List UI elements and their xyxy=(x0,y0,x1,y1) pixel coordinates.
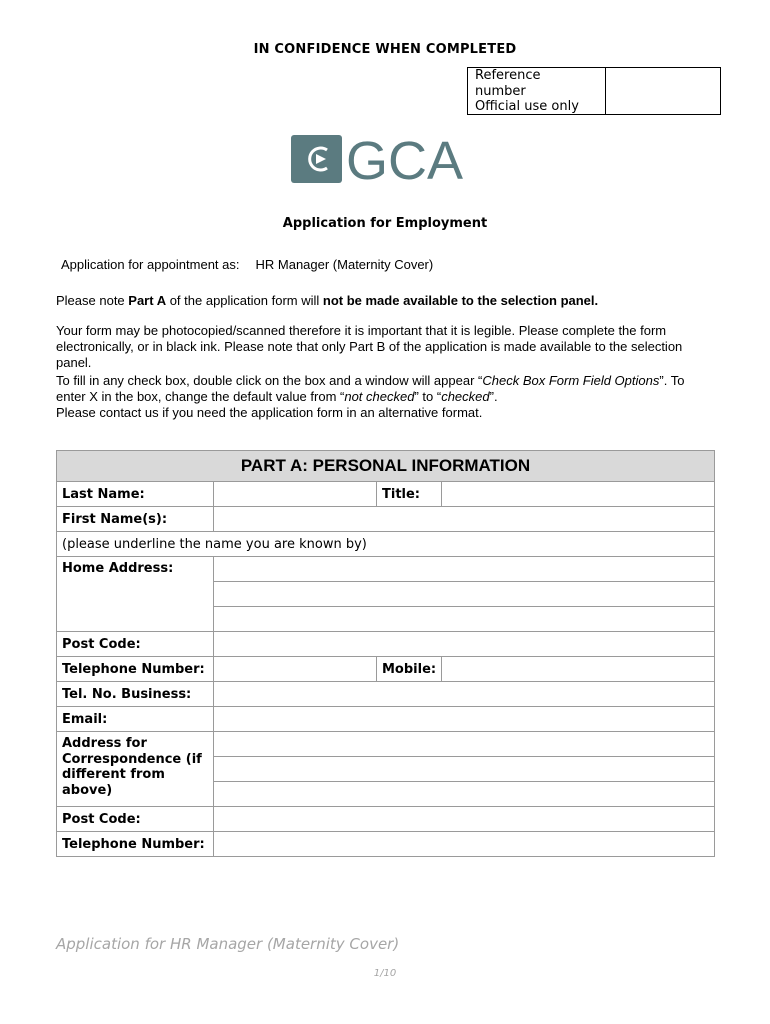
telephone-field[interactable] xyxy=(214,657,377,682)
home-address-line-2[interactable] xyxy=(214,582,715,607)
instr-text: To fill in any check box, double click on the box and a window will appear “ xyxy=(56,373,483,388)
home-address-line-1[interactable] xyxy=(214,557,715,582)
note-part: Part A xyxy=(128,293,167,308)
correspondence-address-line-3[interactable] xyxy=(214,782,715,807)
email-field[interactable] xyxy=(214,707,715,732)
tel-business-field[interactable] xyxy=(214,682,715,707)
legibility-paragraph: Your form may be photocopied/scanned therefore it is important that it is legible. Please complete the form electronically, or in black ink. Please note that only Part B of the application is made available to the selection panel. xyxy=(56,323,683,370)
page-title: Application for Employment xyxy=(282,216,488,231)
last-name-field[interactable] xyxy=(214,482,377,507)
post-code-field[interactable] xyxy=(214,632,715,657)
reference-number-box xyxy=(467,67,721,115)
correspondence-address-line-1[interactable] xyxy=(214,732,715,757)
post-code-label: Post Code: xyxy=(57,632,214,657)
home-address-label: Home Address: xyxy=(57,557,214,632)
underline-note: (please underline the name you are known by) xyxy=(57,532,715,557)
footer-title: Application for HR Manager (Maternity Cover) xyxy=(56,935,400,953)
reference-label-line: Reference xyxy=(475,68,541,83)
first-names-field[interactable] xyxy=(214,507,715,532)
appointment-value: HR Manager (Maternity Cover) xyxy=(255,257,434,272)
reference-label-line: Official use only xyxy=(475,99,579,114)
instr-italic: checked xyxy=(441,389,490,404)
instr-text: ”. To enter X in the box, change the default value from “ xyxy=(56,373,685,404)
part-a-note xyxy=(56,293,598,308)
note-prefix: Please note xyxy=(56,293,129,308)
logo-text: GCA xyxy=(346,133,464,185)
personal-information-form xyxy=(56,450,715,857)
appointment-line xyxy=(61,257,433,272)
correspondence-address-label xyxy=(57,732,214,807)
gca-logo-icon xyxy=(291,133,481,185)
alt-format-note: Please contact us if you need the application form in an alternative format. xyxy=(56,405,483,420)
gca-logo xyxy=(291,133,481,185)
instr-text: ” to “ xyxy=(414,389,442,404)
confidential-notice: IN CONFIDENCE WHEN COMPLETED xyxy=(253,42,517,57)
instr-italic: Check Box Form Field Options xyxy=(482,373,660,388)
telephone-label: Telephone Number: xyxy=(57,657,214,682)
instr-text: ”. xyxy=(489,389,498,404)
correspondence-address-line-2[interactable] xyxy=(214,757,715,782)
note-emphasis: not be made available to the selection panel. xyxy=(322,293,599,308)
email-label: Email: xyxy=(57,707,214,732)
correspondence-label-line: Address for xyxy=(62,736,147,751)
telephone-2-label: Telephone Number: xyxy=(57,832,214,857)
last-name-label: Last Name: xyxy=(57,482,214,507)
reference-label-line: number xyxy=(475,83,526,99)
telephone-2-field[interactable] xyxy=(214,832,715,857)
reference-value-field[interactable] xyxy=(606,68,720,114)
reference-label xyxy=(468,68,606,114)
tel-business-label: Tel. No. Business: xyxy=(57,682,214,707)
correspondence-label-line: different from above) xyxy=(62,767,165,798)
post-code-2-field[interactable] xyxy=(214,807,715,832)
mobile-field[interactable] xyxy=(442,657,715,682)
post-code-2-label: Post Code: xyxy=(57,807,214,832)
title-field[interactable] xyxy=(442,482,715,507)
note-middle: of the application form will xyxy=(166,293,323,308)
page-number: 1/10 xyxy=(373,968,397,979)
correspondence-label-line: Correspondence (if xyxy=(62,751,202,767)
mobile-label: Mobile: xyxy=(377,657,442,682)
checkbox-instructions xyxy=(56,373,706,421)
instr-italic: not checked xyxy=(344,389,415,404)
home-address-line-3[interactable] xyxy=(214,607,715,632)
section-heading: PART A: PERSONAL INFORMATION xyxy=(57,451,715,482)
first-names-label: First Name(s): xyxy=(57,507,214,532)
appointment-label: Application for appointment as: xyxy=(61,257,240,272)
title-label: Title: xyxy=(377,482,442,507)
